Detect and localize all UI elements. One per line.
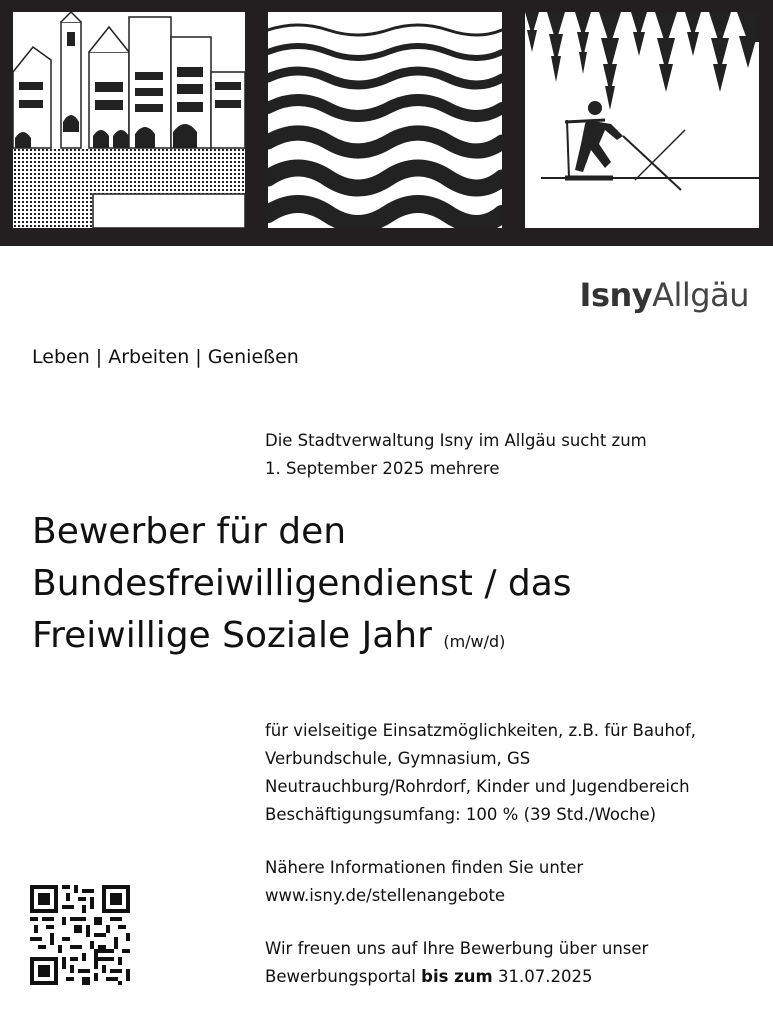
details-line: für vielseitige Einsatzmöglichkeiten, z.B. für Bauhof,: [265, 721, 697, 740]
job-details: [265, 717, 760, 991]
details-line: Neutrauchburg/Rohrdorf, Kinder und Jugendbereich: [265, 777, 690, 796]
gender-suffix: (m/w/d): [443, 632, 506, 651]
details-line: Verbundschule, Gymnasium, GS: [265, 749, 531, 768]
details-line: Beschäftigungsumfang: 100 % (39 Std./Woche): [265, 805, 657, 824]
info-url: www.isny.de/stellenangebote: [265, 886, 506, 905]
skier-illustration-icon: [525, 12, 759, 228]
waves-illustration-icon: [268, 12, 502, 228]
town-illustration-icon: [13, 12, 245, 228]
apply-line: Wir freuen uns auf Ihre Bewerbung über unser: [265, 939, 649, 958]
headline-line: Bundesfreiwilligendienst / das: [32, 563, 572, 604]
headline-line: Bewerber für den: [32, 511, 347, 552]
isny-allgaeu-logo: [580, 275, 749, 315]
headline-line-text: Freiwillige Soziale Jahr: [32, 615, 432, 656]
header-banner: [0, 0, 773, 246]
intro-line: Die Stadtverwaltung Isny im Allgäu sucht zum: [265, 431, 647, 450]
qr-code-icon: [30, 885, 130, 985]
intro-line: 1. September 2025 mehrere: [265, 459, 500, 478]
apply-deadline-label: bis zum: [421, 967, 493, 986]
info-line: Nähere Informationen finden Sie unter: [265, 858, 584, 877]
apply-line: [265, 963, 760, 991]
logo-word-allgaeu: Allgäu: [652, 276, 749, 314]
logo-word-isny: Isny: [579, 276, 653, 314]
apply-deadline-date: 31.07.2025: [497, 967, 593, 986]
job-headline: [32, 506, 762, 668]
apply-portal: Bewerbungsportal: [265, 967, 416, 986]
intro-text: [265, 427, 755, 483]
headline-line: [32, 610, 762, 668]
tagline: Leben | Arbeiten | Genießen: [32, 346, 299, 368]
